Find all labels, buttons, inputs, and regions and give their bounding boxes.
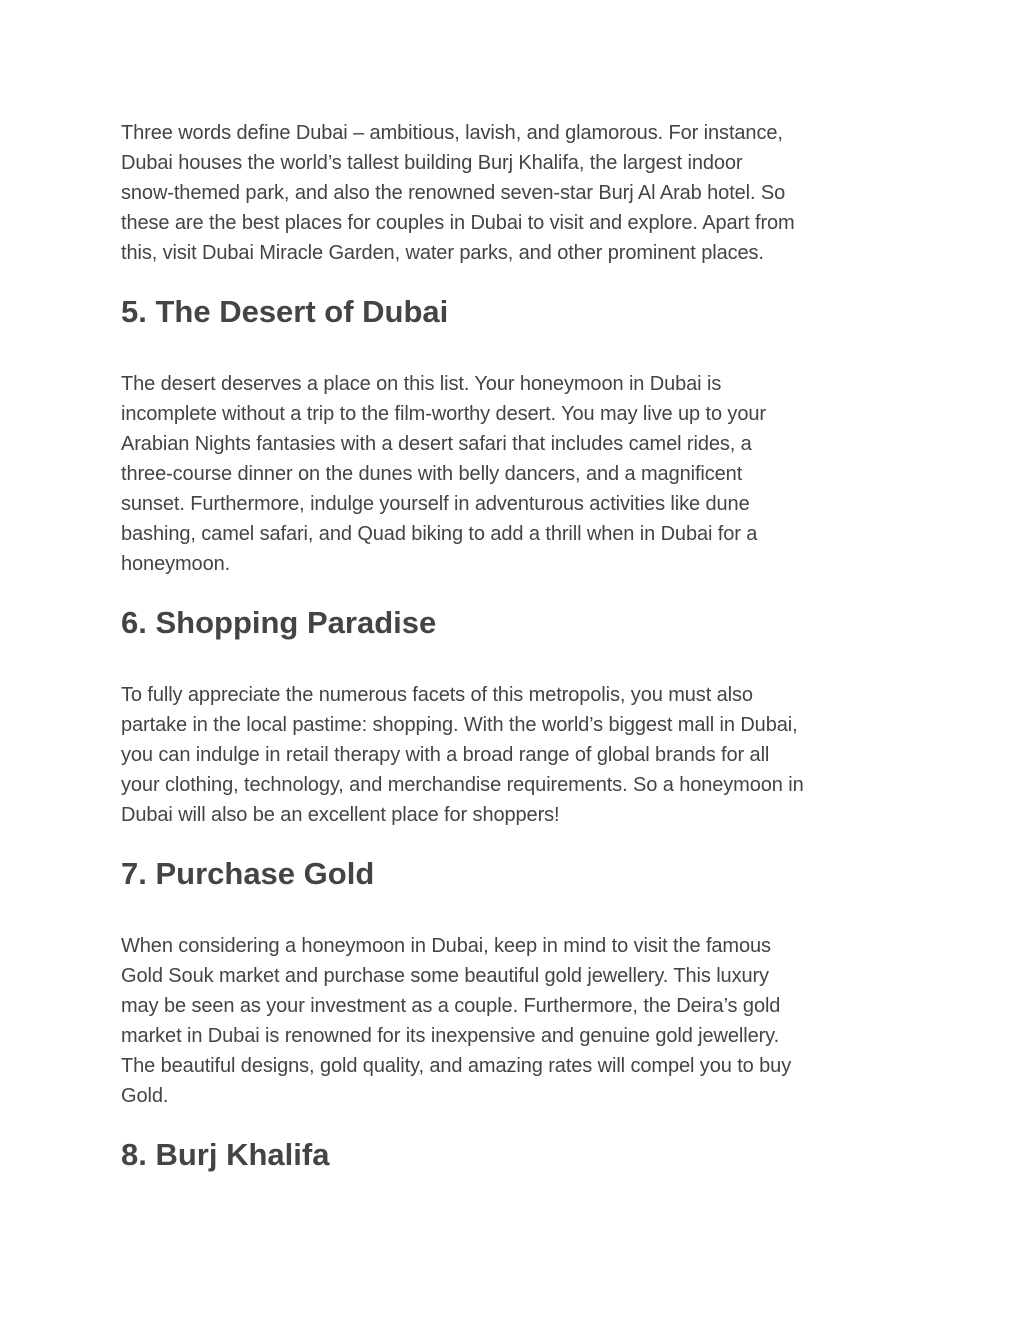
intro-paragraph xyxy=(121,118,921,268)
paragraph-line: this, visit Dubai Miracle Garden, water parks, and other prominent places. xyxy=(121,242,764,264)
paragraph-line: your clothing, technology, and merchandise requirements. So a honeymoon in xyxy=(121,774,804,796)
paragraph-line: Dubai will also be an excellent place for shoppers! xyxy=(121,804,560,826)
paragraph-line: snow-themed park, and also the renowned seven-star Burj Al Arab hotel. So xyxy=(121,182,786,204)
paragraph-line: The beautiful designs, gold quality, and amazing rates will compel you to buy xyxy=(121,1055,792,1077)
paragraph-line: honeymoon. xyxy=(121,553,231,575)
paragraph-line: Arabian Nights fantasies with a desert safari that includes camel rides, a xyxy=(121,433,752,455)
paragraph-line: To fully appreciate the numerous facets of this metropolis, you must also xyxy=(121,684,753,706)
section-paragraph-desert xyxy=(121,369,921,579)
document-page xyxy=(121,118,921,1212)
section-heading-desert: 5. The Desert of Dubai xyxy=(121,294,449,329)
paragraph-line: you can indulge in retail therapy with a broad range of global brands for all xyxy=(121,744,770,766)
section-heading-burj-khalifa: 8. Burj Khalifa xyxy=(121,1137,330,1172)
paragraph-line: Dubai houses the world’s tallest building Burj Khalifa, the largest indoor xyxy=(121,152,743,174)
paragraph-line: incomplete without a trip to the film-worthy desert. You may live up to your xyxy=(121,403,766,425)
paragraph-line: When considering a honeymoon in Dubai, keep in mind to visit the famous xyxy=(121,935,771,957)
paragraph-line: market in Dubai is renowned for its inexpensive and genuine gold jewellery. xyxy=(121,1025,780,1047)
paragraph-line: these are the best places for couples in Dubai to visit and explore. Apart from xyxy=(121,212,795,234)
section-heading-shopping: 6. Shopping Paradise xyxy=(121,605,437,640)
section-heading-gold: 7. Purchase Gold xyxy=(121,856,375,891)
paragraph-line: Gold. xyxy=(121,1085,169,1107)
paragraph-line: partake in the local pastime: shopping. With the world’s biggest mall in Dubai, xyxy=(121,714,798,736)
section-paragraph-shopping xyxy=(121,680,921,830)
paragraph-line: may be seen as your investment as a couple. Furthermore, the Deira’s gold xyxy=(121,995,781,1017)
paragraph-line: The desert deserves a place on this list. Your honeymoon in Dubai is xyxy=(121,373,722,395)
paragraph-line: bashing, camel safari, and Quad biking to add a thrill when in Dubai for a xyxy=(121,523,758,545)
paragraph-line: Gold Souk market and purchase some beautiful gold jewellery. This luxury xyxy=(121,965,769,987)
section-paragraph-gold xyxy=(121,931,921,1111)
paragraph-line: sunset. Furthermore, indulge yourself in adventurous activities like dune xyxy=(121,493,750,515)
paragraph-line: Three words define Dubai – ambitious, lavish, and glamorous. For instance, xyxy=(121,122,783,144)
paragraph-line: three-course dinner on the dunes with belly dancers, and a magnificent xyxy=(121,463,743,485)
